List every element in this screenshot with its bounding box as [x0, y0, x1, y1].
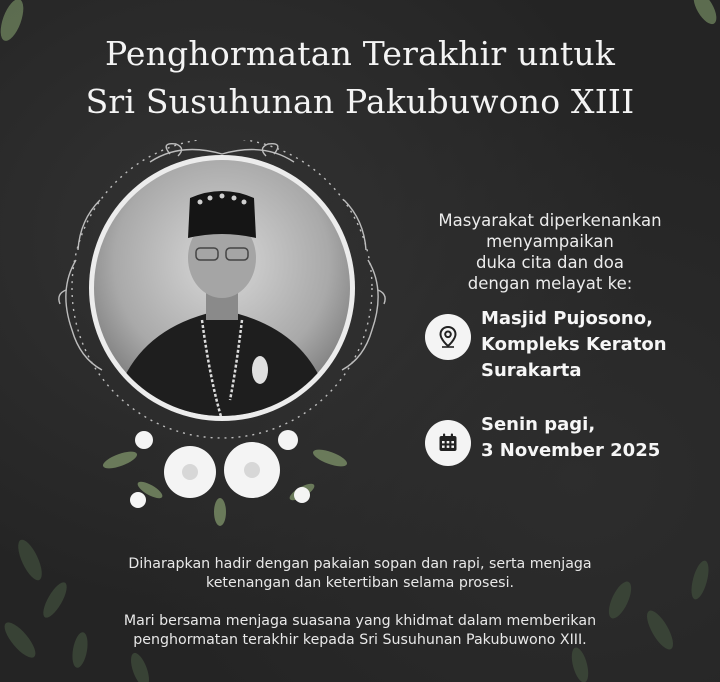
page-title [0, 30, 720, 126]
date-line: 3 November 2025 [481, 440, 661, 461]
intro-line: duka cita dan doa [475, 253, 624, 272]
calendar-icon [425, 420, 471, 466]
intro-text [410, 210, 690, 294]
footer-paragraph-2 [0, 612, 720, 650]
location-info [425, 306, 667, 384]
location-line: Kompleks Keraton [481, 334, 667, 355]
location-text [481, 306, 667, 384]
footer-line: penghormatan terakhir kepada Sri Susuhunan Pakubuwono XIII. [133, 632, 587, 648]
title-line-2: Sri Susuhunan Pakubuwono XIII [85, 82, 635, 121]
portrait [40, 140, 400, 530]
intro-line: Masyarakat diperkenankan [438, 211, 662, 230]
date-line: Senin pagi, [481, 414, 596, 435]
location-pin-icon [425, 314, 471, 360]
footer-paragraph-1 [0, 555, 720, 593]
date-info [425, 412, 660, 466]
intro-line: menyampaikan [486, 232, 614, 251]
title-line-1: Penghormatan Terakhir untuk [104, 34, 616, 73]
footer-line: ketenangan dan ketertiban selama prosesi. [205, 575, 515, 591]
location-line: Masjid Pujosono, [481, 308, 653, 329]
flower-arrangement [101, 430, 349, 526]
date-text [481, 412, 660, 464]
intro-line: dengan melayat ke: [467, 274, 633, 293]
portrait-frame [40, 140, 400, 530]
location-line: Surakarta [481, 360, 582, 381]
footer-line: Diharapkan hadir dengan pakaian sopan dan rapi, serta menjaga [128, 556, 592, 572]
footer-line: Mari bersama menjaga suasana yang khidmat dalam memberikan [123, 613, 597, 629]
